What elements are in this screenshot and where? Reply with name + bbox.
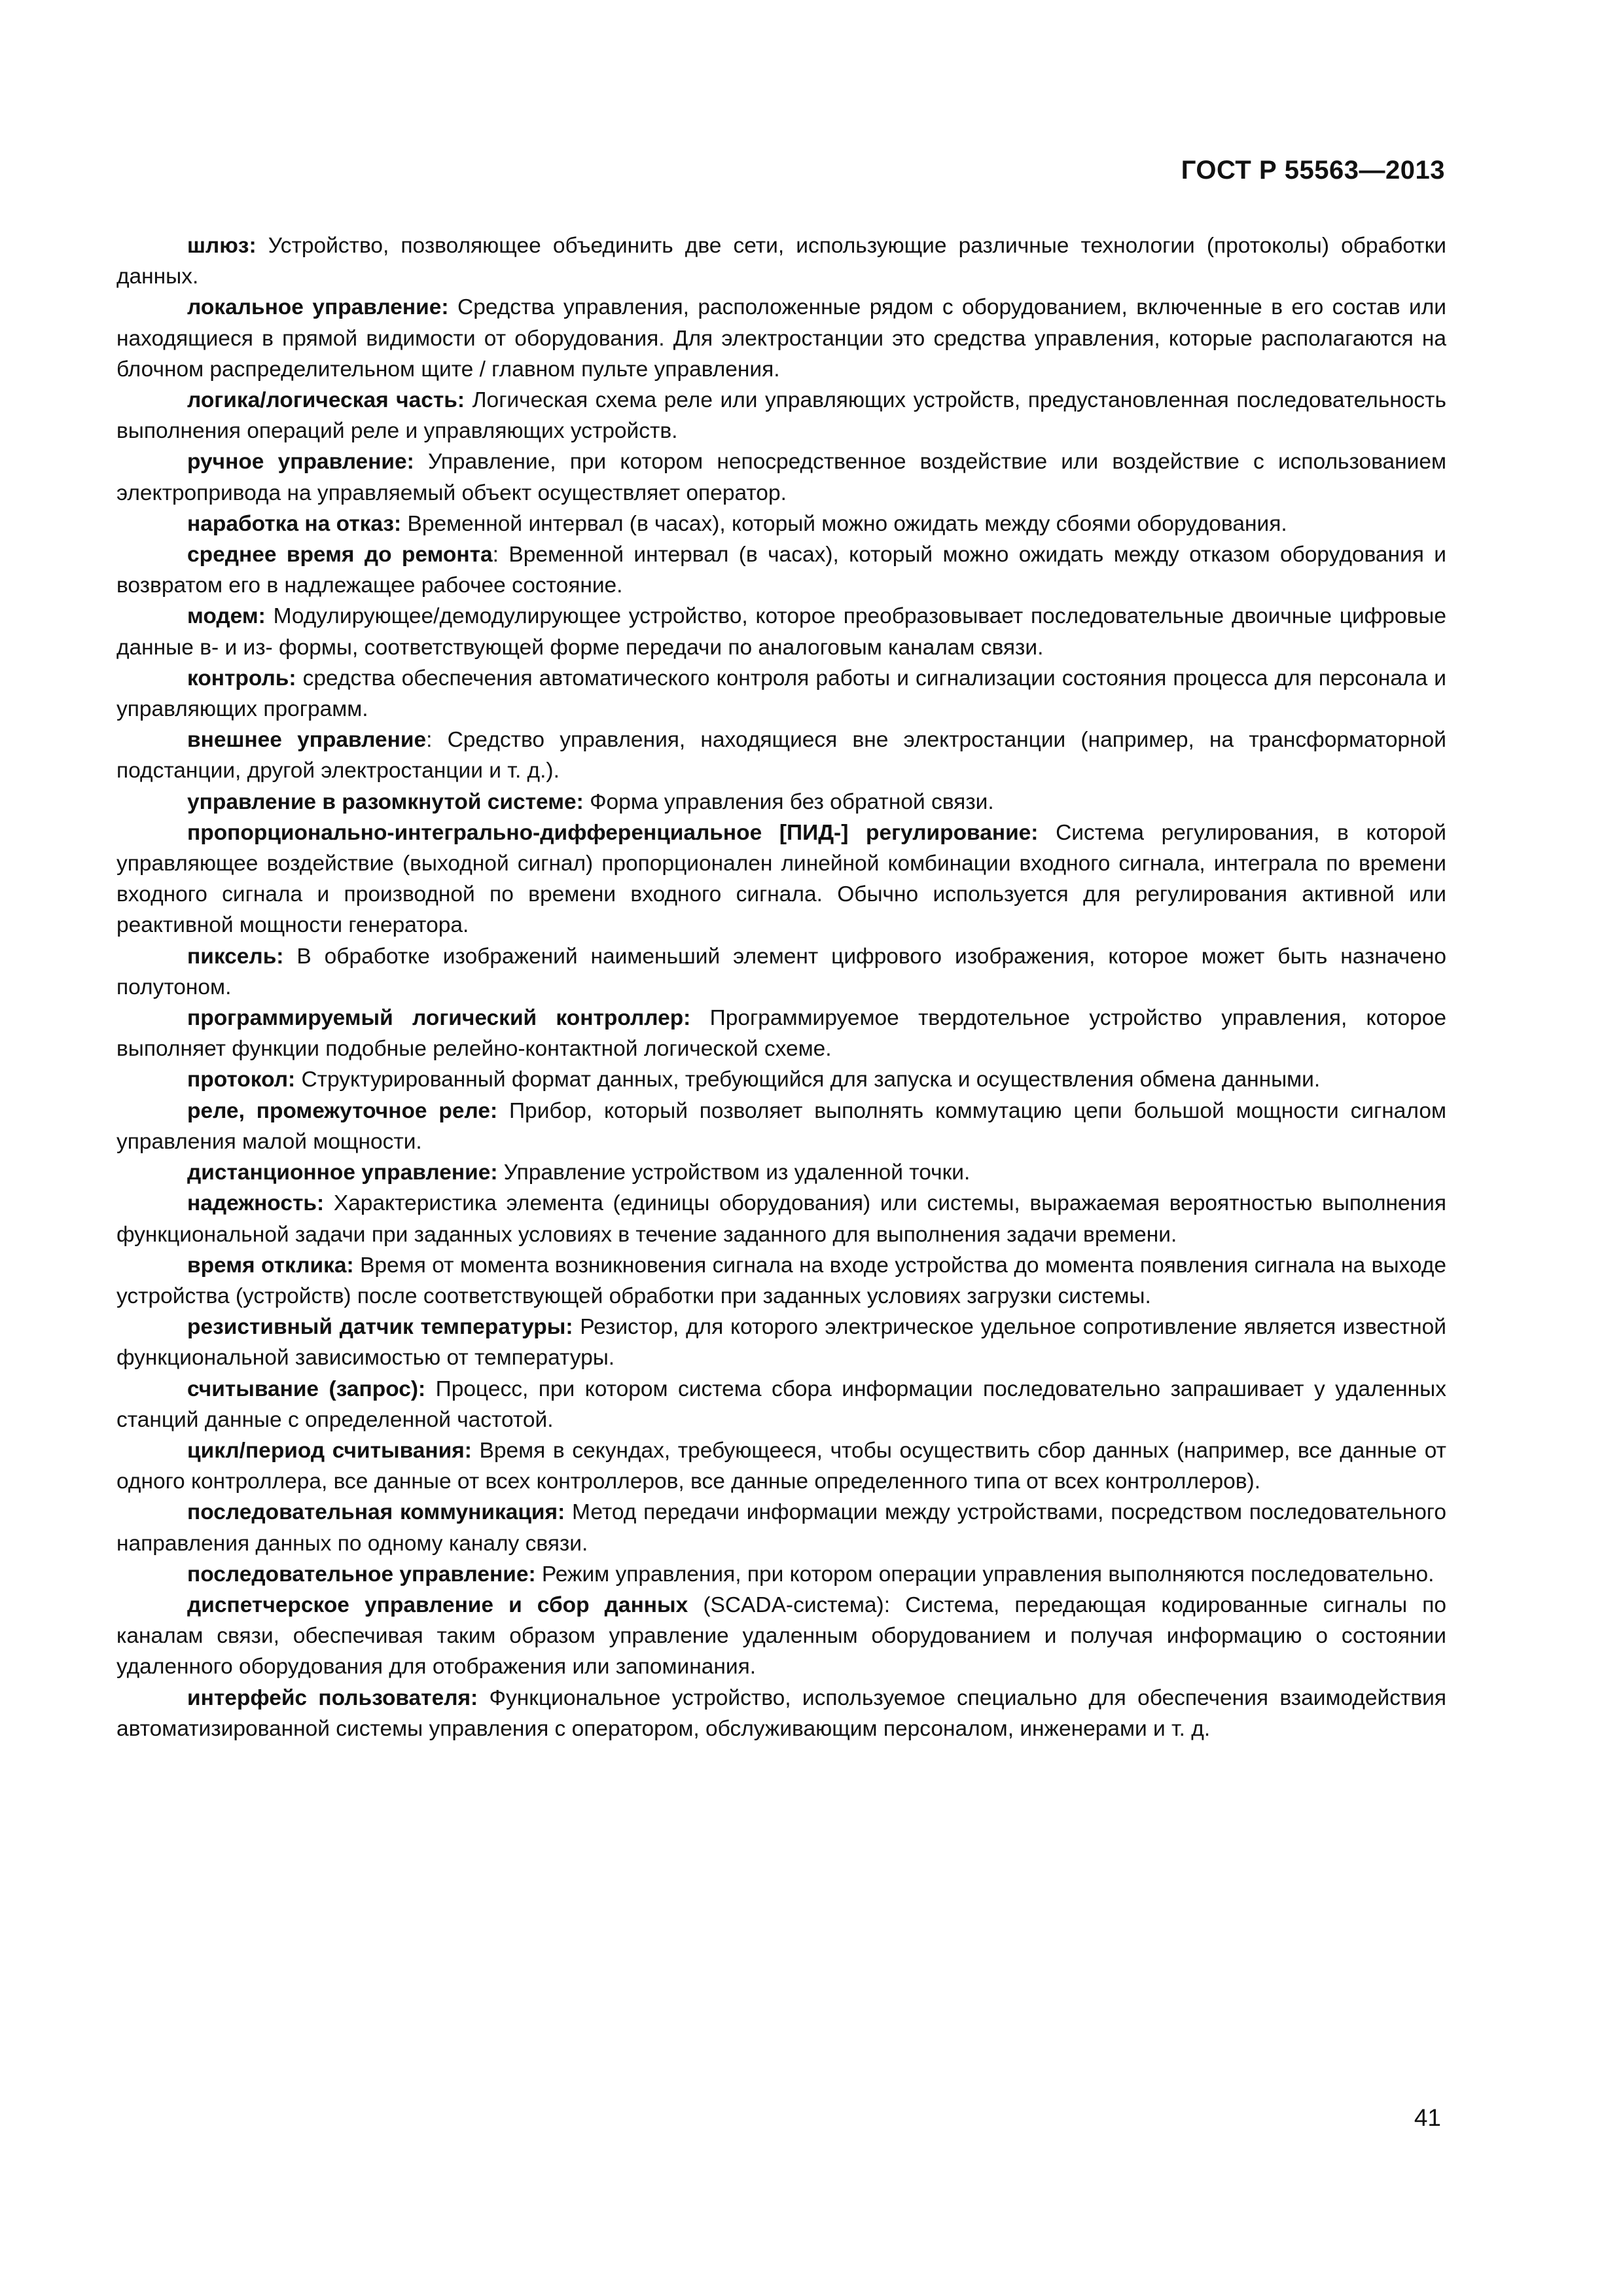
term-definition: (SCADA-система): Система, передающая кодированные сигналы по каналам связи, обеспечивая таким образом управление удаленным оборудованием и получая информацию о состоянии удаленного оборудования для отображения или запоминания. [116,1592,1446,1679]
term-name: контроль: [187,666,296,691]
term-definition: : Средство управления, находящиеся вне электростанции (например, на трансформаторной подстанции, другой электростанции и т. д.). [116,728,1446,783]
term-entry [116,1064,1446,1095]
term-entry [116,1096,1446,1157]
term-definition: Управление устройством из удаленной точки. [497,1160,971,1185]
term-entry [116,509,1446,539]
term-name: резистивный датчик температуры: [187,1315,573,1340]
term-name: шлюз: [187,234,257,258]
term-name: считывание (запрос): [187,1376,426,1401]
term-name: диспетчерское управление и сбор данных [187,1592,688,1617]
term-definition: Процесс, при котором система сбора информации последовательно запрашивает у удаленных станций данные с определенной частотой. [116,1376,1446,1432]
term-entry [116,601,1446,662]
term-name: реле, промежуточное реле: [187,1098,498,1123]
term-entry [116,663,1446,725]
term-name: модем: [187,604,266,629]
term-name: цикл/период считывания: [187,1438,472,1463]
term-definition: В обработке изображений наименьший элемент цифрового изображения, которое может быть назначено полутоном. [116,944,1446,999]
term-name: время отклика: [187,1253,354,1278]
term-entry [116,539,1446,601]
term-definition: Устройство, позволяющее объединить две сети, использующие различные технологии (протоколы) обработки данных. [116,234,1446,289]
term-entry [116,1435,1446,1497]
term-name: управление в разомкнутой системе: [187,789,584,814]
term-entry [116,1497,1446,1558]
term-entry [116,1683,1446,1744]
term-definition: Структурированный формат данных, требующийся для запуска и осуществления обмена данными. [295,1067,1321,1092]
term-name: последовательное управление: [187,1562,536,1587]
term-name: протокол: [187,1067,296,1092]
term-definition: средства обеспечения автоматического контроля работы и сигнализации состояния процесса для персонала и управляющих программ. [116,666,1446,722]
term-entry [116,941,1446,1003]
term-definition: Программируемое твердотельное устройство управления, которое выполняет функции подобные релейно-контактной логической схеме. [116,1006,1446,1062]
term-definition: Система регулирования, в которой управляющее воздействие (выходной сигнал) пропорционален линейной комбинации входного сигнала, интеграла по времени входного сигнала и производной по времени входного сигнала. Обычно используется для регулирования активной или реактивной мощности генератора. [116,820,1446,938]
term-definition: Режим управления, при котором операции управления выполняются последовательно. [535,1562,1435,1587]
term-name: пиксель: [187,944,284,969]
term-definition: Прибор, который позволяет выполнять коммутацию цепи большой мощности сигналом управления малой мощности. [116,1098,1447,1154]
term-entry [116,1559,1446,1590]
term-name: пропорционально-интегрально-дифференциальное [ПИД-] регулирование: [187,820,1039,845]
term-definition: Характеристика элемента (единицы оборудования) или системы, выражаемая вероятностью выполнения функциональной задачи при заданных условиях в течение заданного для выполнения задачи времени. [116,1191,1446,1247]
term-definition: Метод передачи информации между устройствами, посредством последовательного направления данных по одному каналу связи. [116,1500,1446,1556]
term-name: логика/логическая часть: [187,388,465,413]
term-definition: Форма управления без обратной связи. [583,789,994,814]
page-number: 41 [1414,2104,1441,2131]
term-definition: Управление, при котором непосредственное воздействие или воздействие с использованием электропривода на управляемый объект осуществляет оператор. [116,450,1446,505]
term-definition: : Временной интервал (в часах), который можно ожидать между отказом оборудования и возвратом его в надлежащее рабочее состояние. [116,543,1446,598]
term-entry [116,725,1446,786]
term-entry [116,385,1446,446]
term-definition: Время от момента возникновения сигнала на входе устройства до момента появления сигнала на выходе устройства (устройств) после соответствующей обработки при заданных условиях загрузки системы. [116,1253,1447,1308]
term-definition: Время в секундах, требующееся, чтобы осуществить сбор данных (например, все данные от одного контроллера, все данные от всех контроллеров, все данные определенного типа от всех контроллеров). [116,1438,1446,1494]
term-name: локальное управление: [187,295,449,320]
term-entry [116,1374,1446,1435]
term-entry [116,446,1446,508]
term-entry [116,1250,1446,1312]
term-entry [116,1188,1446,1249]
term-entry [116,1003,1446,1064]
term-name: наработка на отказ: [187,511,402,536]
terms-list [116,230,1446,1744]
term-name: среднее время до ремонта [187,543,493,567]
term-definition: Временной интервал (в часах), который можно ожидать между сбоями оборудования. [401,511,1287,536]
term-entry [116,230,1446,292]
term-entry [116,817,1446,941]
term-name: внешнее управление [187,728,427,753]
term-name: дистанционное управление: [187,1160,498,1185]
term-name: надежность: [187,1191,325,1216]
term-definition: Логическая схема реле или управляющих устройств, предустановленная последовательность выполнения операций реле и управляющих устройств. [116,388,1446,444]
term-entry [116,1590,1446,1683]
document-id-header: ГОСТ Р 55563—2013 [1181,156,1445,185]
term-definition: Резистор, для которого электрическое удельное сопротивление является известной функциональной зависимостью от температуры. [116,1315,1446,1371]
term-name: последовательная коммуникация: [187,1500,565,1525]
term-entry [116,1312,1446,1373]
term-definition: Модулирующее/демодулирующее устройство, которое преобразовывает последовательные двоичные цифровые данные в- и из- формы, соответствующей форме передачи по аналоговым каналам связи. [116,604,1446,660]
term-entry [116,292,1446,385]
term-definition: Средства управления, расположенные рядом с оборудованием, включенные в его состав или находящиеся в прямой видимости от оборудования. Для электростанции это средства управления, которые располагаются на блочном распределительном щите / главном пульте управления. [116,295,1446,382]
term-entry [116,787,1446,817]
term-name: интерфейс пользователя: [187,1685,478,1710]
term-name: ручное управление: [187,450,414,475]
term-definition: Функциональное устройство, используемое специально для обеспечения взаимодействия автоматизированной системы управления с оператором, обслуживающим персоналом, инженерами и т. д. [116,1685,1447,1741]
term-name: программируемый логический контроллер: [187,1006,691,1031]
term-entry [116,1157,1446,1188]
